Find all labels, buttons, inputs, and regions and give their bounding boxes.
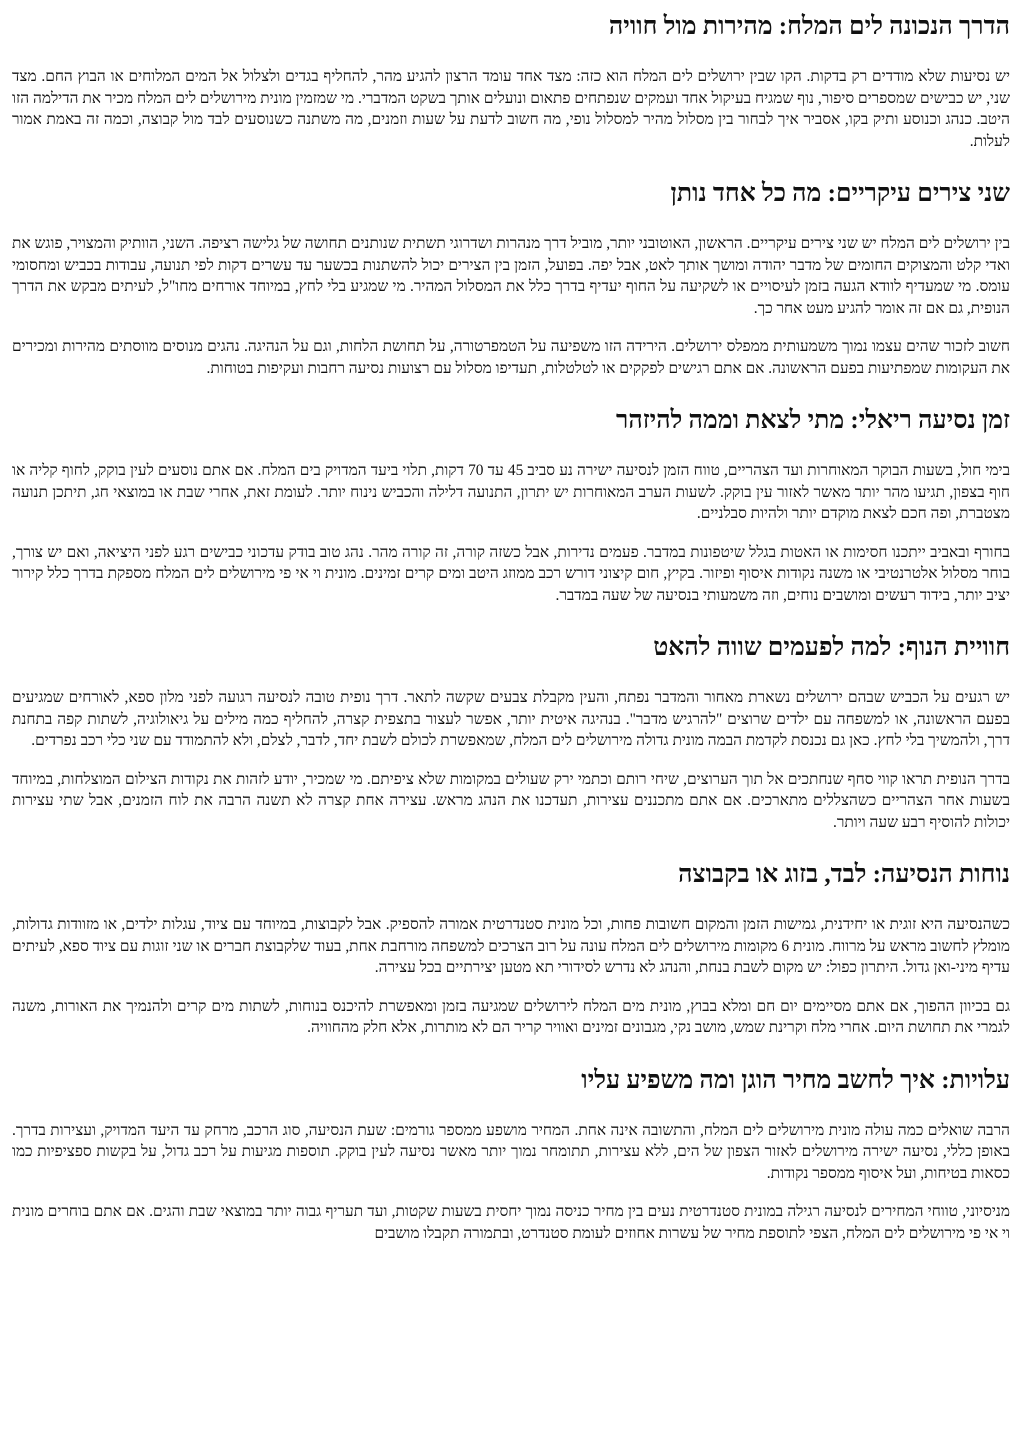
paragraph: בדרך הנופית תראו קווי סחף שנחתכים אל תוך הערוצים, שיחי רותם וכתמי ירק שעולים במקומות שלא ציפיתם. מי שמכיר, יודע לזהות את נקודות הצילום המוצלחות, במיוחד בשעות אחר הצהריים כשהצללים מתארכים. אם אתם מתכננים עצירות, תעדכנו את הנהג מראש. עצירה אחת קצרה לא תשנה הרבה את לוח הזמנים, אבל שתי עצירות יכולות להוסיף רבע שעה ויותר.: [12, 770, 1010, 831]
paragraph: חשוב לזכור שהים עצמו נמוך משמעותית ממפלס ירושלים. הירידה הזו משפיעה על הטמפרטורה, על תחושת הלחות, וגם על הנהיגה. נהגים מנוסים מווסתים מהירות ומכירים את העקומות שמפתיעות בפעם הראשונה. אם אתם רגישים לפקקים או לטלטלות, תעדיפו מסלול עם רצועות נסיעה רחבות ועקיפות בטוחות.: [12, 338, 1010, 377]
paragraph: בימי חול, בשעות הבוקר המאוחרות ועד הצהריים, טווח הזמן לנסיעה ישירה נע סביב 45 עד 70 דקות, תלוי ביעד המדויק בים המלח. אם אתם נוסעים לעין בוקק, לחוף קליה או חוף בצפון, תגיעו מהר יותר מאשר לאזור עין בוקק. לשעות הערב המאוחרות יש יתרון, התנועה דלילה והכביש נינוח יותר. לעומת זאת, אחרי שבת או במוצאי חג, תיתכן תנועה מצטברת, ופה חכם לצאת מוקדם יותר ולהיות סבלניים.: [12, 462, 1010, 522]
section-costs: [12, 1056, 1010, 1245]
paragraph: בין ירושלים לים המלח יש שני צירים עיקריים. הראשון, האוטובני יותר, מוביל דרך מנהרות ושדרוגי תשתית שנותנים תחושה של גלישה רציפה. השני, הוותיק והמצויר, פוגש את ואדי קלט והמצוקים החומים של מדבר יהודה ומושך אותך לאט, אבל יפה. בפועל, הזמן בין הצירים יכול להשתנות בכשער עד עשרים דקות לפי תנועה, עבודות בכביש ומחסומי עומס. מי שמעדיף לוודא הגעה בזמן לעיסויים או לשקיעה על החוף יעדיף בדרך כלל את המסלול המהיר. מי שמגיע בלי לחץ, במיוחד אורחים מחו"ל, לעיתים מבקש את הדרך הנופית, גם אם זה אומר להגיע מעט אחר כך.: [12, 235, 1010, 317]
section-title: חוויית הנוף: למה לפעמים שווה להאט: [653, 634, 1010, 661]
section-title: הדרך הנכונה לים המלח: מהירות מול חוויה: [608, 13, 1010, 40]
section-title: נוחות הנסיעה: לבד, בזוג או בקבוצה: [678, 861, 1010, 888]
section-travel-time: [12, 396, 1010, 606]
section-comfort: [12, 850, 1010, 1039]
section-fast-vs-experience: [12, 6, 1010, 152]
paragraph: מניסיוני, טווחי המחירים לנסיעה רגילה במונית סטנדרטית נעים בין מחיר כניסה נמוך יחסית בשעות שקטות, ועד תעריף גבוה יותר במוצאי שבת והגים. אם אתם בוחרים מונית וי אי פי מירושלים לים המלח, הצפי לתוספת מחיר של עשרות אחוזים לעומת סטנדרט, ובתמורה תקבלו מושבים: [12, 1203, 1010, 1242]
paragraph: כשהנסיעה היא זוגית או יחידנית, גמישות הזמן והמקום חשובות פחות, וכל מונית סטנדרטית אמורה להספיק. אבל לקבוצות, במיוחד עם ציוד, עגלות ילדים, או מזוודות גדולות, מומלץ לחשוב מראש על מרווח. מונית 6 מקומות מירושלים לים המלח עונה על רוב הצרכים למשפחה מורחבת אחת, בעוד שלקבוצת חברים או שני זוגות עם ציוד ספא, לעיתים עדיף מיני-ואן גדול. היתרון כפול: יש מקום לשבת בנחת, והנהג לא נדרש לסידורי תא מטען יצירתיים בכל עצירה.: [12, 916, 1010, 976]
section-title: עלויות: איך לחשב מחיר הוגן ומה משפיע עליו: [581, 1066, 1010, 1094]
paragraph: גם בכיוון ההפוך, אם אתם מסיימים יום חם ומלא בבוץ, מונית מים המלח לירושלים שמגיעה בזמן ומאפשרת להיכנס בנוחות, לשתות מים קרים ולהנמיך את האורות, משנה לגמרי את תחושת היום. אחרי מלח וקרינת שמש, מושב נקי, מגבונים זמינים ואוויר קריר הם לא מותרות, אלא חלק מהחוויה.: [12, 997, 1010, 1036]
section-title: שני צירים עיקריים: מה כל אחד נותן: [670, 180, 1010, 207]
section-two-routes: [12, 169, 1010, 379]
paragraph: יש רגעים על הכביש שבהם ירושלים נשארת מאחור והמדבר נפתח, והעין מקבלת צבעים שקשה לתאר. דרך נופית טובה לנסיעה רגועה לפני מלון ספא, לאורחים שמגיעים בפעם הראשונה, או למשפחה עם ילדים שרוצים "להרגיש מדבר". בנהיגה איטית יותר, אפשר לעצור בתצפית קצרה, להחליף כמה מילים על גיאולוגיה, לשתות קפה בתחנת דרך, ולהמשיך בלי לחץ. כאן גם נכנסת לקדמת הבמה מונית גדולה מירושלים לים המלח, שמאפשרת לכולם לשבת יחד, לדבר, לצלם, ולא להתמודד עם שני כלי רכב נפרדים.: [12, 689, 1010, 749]
paragraph: בחורף ובאביב ייתכנו חסימות או האטות בגלל שיטפונות במדבר. פעמים נדירות, אבל כשזה קורה, זה קורה מהר. נהג טוב בודק עדכוני כבישים רגע לפני היציאה, ואם יש צורך, בוחר מסלול אלטרנטיבי או משנה נקודות איסוף ופיזור. בקיץ, חום קיצוני דורש רכב ממוזג היטב ומים קרים זמינים. מונית וי אי פי מירושלים לים המלח מספקת בדרך כלל קירור יציב יותר, בידוד רעשים ומושבים נוחים, וזה משמעותי בנסיעה של שעה במדבר.: [12, 543, 1010, 604]
section-scenery: [12, 623, 1010, 833]
section-title: זמן נסיעה ריאלי: מתי לצאת וממה להיזהר: [616, 407, 1010, 434]
paragraph: הרבה שואלים כמה עולה מונית מירושלים לים המלח, והתשובה אינה אחת. המחיר מושפע ממספר גורמים: שעת הנסיעה, סוג הרכב, מרחק עד היעד המדויק, ועצירות בדרך. באופן כללי, נסיעה ישירה מירושלים לאזור הצפון של הים, ללא עצירות, תתומחר נמוך יותר מאשר נסיעה לעין בוקק. תוספות מגיעות על רכב גדול, על בקשות ספציפיות כמו כסאות בטיחות, ועל איסוף ממספר נקודות.: [12, 1121, 1010, 1182]
paragraph: יש נסיעות שלא מודדים רק בדקות. הקו שבין ירושלים לים המלח הוא כזה: מצד אחד עומד הרצון להגיע מהר, להחליף בגדים ולצלול אל המים המלוחים או הבוץ החם. מצד שני, יש כבישים שמספרים סיפור, נוף שמגיח בעיקול אחד ועמקים שנפתחים פתאום ונועלים אותך בשקט המדברי. מי שמזמין מונית מירושלים לים המלח מכיר את הדילמה הזו היטב. כנהג וכנוסע ותיק בקו, אסביר איך לבחור בין מסלול מהיר למסלול נופי, מה חשוב לדעת על שעות וזמנים, מה משתנה כשנוסעים לבד מול קבוצה, וכמה זה באמת אמור לעלות.: [12, 68, 1010, 150]
